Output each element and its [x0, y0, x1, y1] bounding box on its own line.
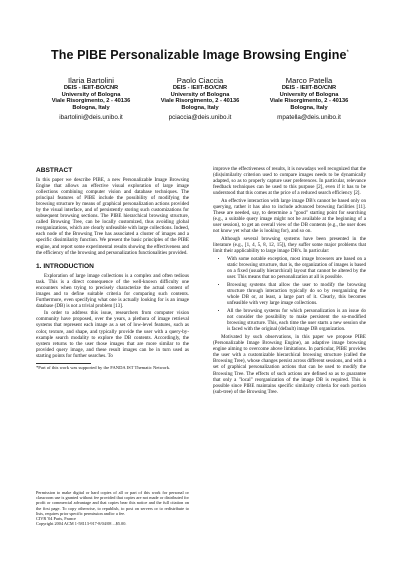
author-name: Marco Patella — [285, 76, 333, 85]
author-univ: University of Bologna — [61, 91, 121, 98]
author-3 — [254, 76, 364, 122]
author-1 — [36, 76, 146, 122]
left-column — [36, 167, 189, 370]
author-univ: University of Bologna — [279, 91, 339, 98]
list-item: • Browsing systems that allow the user to modify the browsing structure through interaction typically do so by reorganizing the whole DB or, at least, a large part of it. Clearly, this becomes unfeasible with very large image collections. — [227, 282, 366, 306]
author-dept: DEIS - IEIIT-BO/CNR — [172, 85, 228, 91]
title-text: The PIBE Personalizable Image Browsing Engine — [51, 48, 347, 62]
intro-paragraph-2: In order to address this issue, researchers from computer vision community have proposed, over the years, a plethora of image retrieval systems that represent each image as a set of low-level features, such as color, texture, and shape, and typically provide the user with a query-by-example search modality to explore the DB contents. Accordingly, the system returns to the user those images that are more similar to the provided query image, and these result images can be in turn used as starting points for further searches. To — [36, 310, 189, 359]
author-city: Bologna, Italy — [72, 104, 110, 111]
author-email[interactable]: mpatella@deis.unibo.it — [277, 114, 341, 122]
abstract-heading: ABSTRACT — [36, 167, 73, 174]
right-paragraph-3: Although several browsing systems have been presented in the literature (e.g., [1, 4, 5, 8, 12, 15]), they suffer some major problems that limit their applicability to large image DB's. In particular: — [213, 235, 366, 254]
author-address: Viale Risorgimento, 2 - 40136 — [51, 98, 131, 105]
author-univ: University of Bologna — [170, 91, 230, 98]
author-dept: DEIS - IEIIT-BO/CNR — [281, 85, 337, 91]
problem-list — [213, 256, 366, 333]
right-paragraph-1: improve the effectiveness of results, it is nowadays well recognized that the (dis)similarity criterion used to compare images needs to be dynamically adapted, so as to properly capture user preferences. In particular, relevance feedback techniques can be used to this purpose [2], even if it has to be understood that this comes at the price of a reduced search efficiency [2]. — [213, 166, 366, 197]
list-item: • All the browsing systems for which personalization is an issue do not consider the possibility to make persistent the so-modified browsing structure. This, each time the user starts a new session she is faced with the original (default) image DB organization. — [227, 308, 366, 332]
author-city: Bologna, Italy — [290, 104, 328, 111]
permission-block — [36, 490, 189, 526]
author-email[interactable]: ibartolini@deis.unibo.it — [59, 114, 123, 122]
paper-title — [0, 48, 400, 62]
abstract-text: In this paper we describe PIBE, a new Personalizable Image Browsing Engine that allows an effective visual exploration of large image collections combining computer vision and database techniques. The principal features of PIBE include the possibility of modifying the browsing structure by means of graphical personalization actions provided by the visual interface, and of persistently storing such customizations for subsequent browsing sections. The PIBE hierarchical browsing structure, called Browsing Tree, can be locally customized, thus avoiding global reorganizations, which are clearly unfeasible with large collections. Indeed, each node of the Browsing Tree has associated a cluster of images and a specific dissimilarity function. We present the basic principles of the PIBE engine, and report some experimental results showing the effectiveness and the efficiency of the browsing and personalization functionalities provided. — [36, 177, 189, 256]
list-item: • With some notable exception, most image browsers are based on a static browsing structure, that is, the organization of images is based on a fixed (usually hierarchical) layout that cannot be altered by the user. This means that no personalization at all is possible. — [227, 256, 366, 280]
right-column — [213, 166, 366, 396]
author-city: Bologna, Italy — [181, 104, 219, 111]
title-footnote-mark: * — [346, 49, 349, 56]
author-name: Ilaria Bartolini — [67, 76, 114, 85]
introduction-heading: 1. INTRODUCTION — [36, 262, 94, 270]
intro-paragraph-1: Exploration of large image collections is a complex and often tedious task. This is a direct consequence of the well-known difficulty one encounters when trying to precisely characterize the actual content of images and to define suitable criteria for comparing such contents. Furthermore, even specifying what one is actually looking for is an image database (DB) is not a trivial problem [13]. — [36, 272, 189, 309]
copyright-line: Copyright 2004 ACM 1-58113-917-8/04/08 ...$5.00. — [36, 521, 127, 527]
permission-notice: Permission to make digital or hard copies of all or part of this work for personal or classroom use is granted without fee provided that copies are not made or distributed for profit or commercial advantage and that copies bear this notice and the full citation on the first page. To copy otherwise, to republish, to post on servers or to redistribute to lists, requires prior specific permission and/or a fee. — [36, 490, 189, 516]
conference-line: CIVR '04 Paris, France — [36, 516, 76, 522]
right-paragraph-2: An effective interaction with large image DB's cannot be based only on querying, rather it has also to include advanced browsing facilities [11]. These are needed, say, to determine a "good" starting point for searching (e.g., a suitable query image might not be available at the beginning of a user session), to get an overall view of the DB contents (e.g., the user does not know yet what she is looking for), and so on. — [213, 197, 366, 234]
footnote-divider — [36, 363, 91, 364]
author-email[interactable]: pciaccia@deis.unibo.it — [168, 114, 232, 122]
author-2 — [145, 76, 255, 122]
author-block — [36, 76, 364, 156]
author-address: Viale Risorgimento, 2 - 40136 — [160, 98, 240, 105]
footnote: *Part of this work was supported by the FANDA IST Thematic Network. — [36, 364, 171, 370]
right-paragraph-4: Motivated by such observations, in this paper we propose PIBE (Personalizable Image Browsing Engine), an adaptive image browsing engine aiming to overcome above limitations. In particular, PIBE provides the user with a customizable hierarchical browsing structure (called the Browsing Tree), whose changes persist across different sessions, and with a set of graphical personalization actions that can be used to modify the Browsing Tree. The effects of such actions are defined so as to guarantee that only a "local" reorganization of the image DB is required. This is possible since PIBE maintains specific similarity criteria for each portion (sub-tree) of the Browsing Tree. — [213, 334, 366, 395]
author-dept: DEIS - IEIIT-BO/CNR — [63, 85, 119, 91]
author-name: Paolo Ciaccia — [176, 76, 224, 85]
author-address: Viale Risorgimento, 2 - 40136 — [269, 98, 349, 105]
